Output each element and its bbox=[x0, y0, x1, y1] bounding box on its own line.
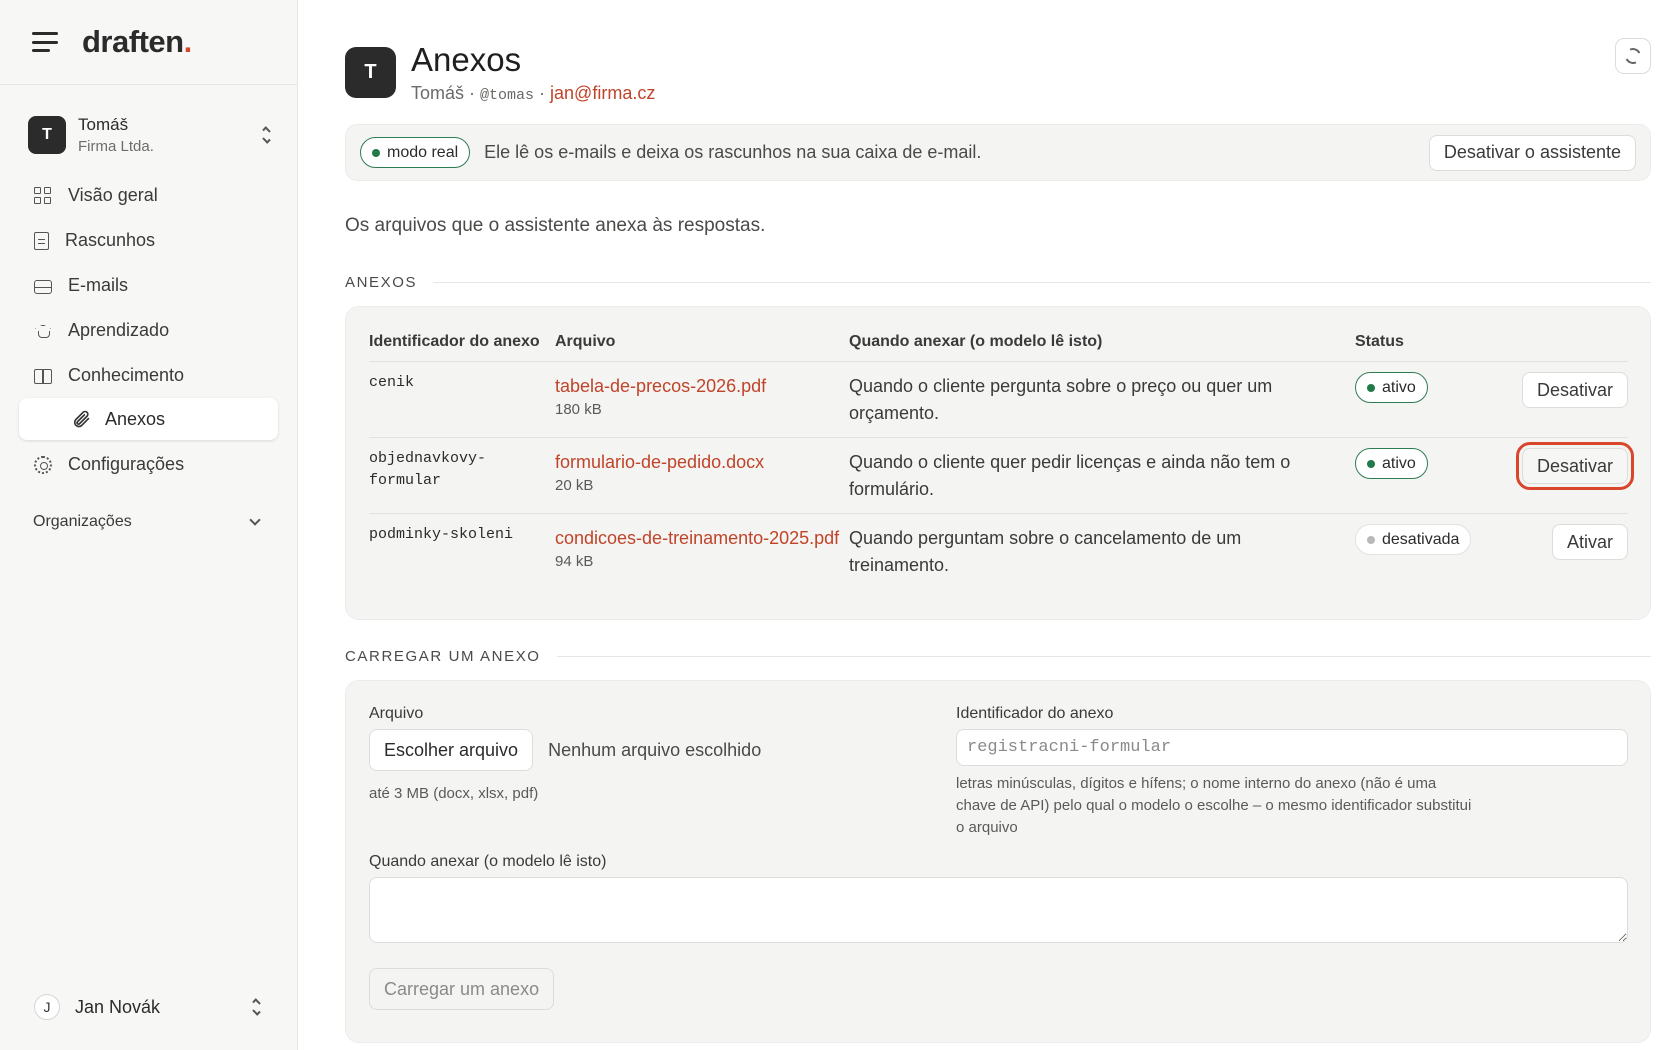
when-text: Quando perguntam sobre o cancelamento de um treinamento. bbox=[849, 528, 1242, 575]
logo[interactable]: draften. bbox=[82, 24, 192, 59]
column-header bbox=[1491, 333, 1628, 362]
attachments-section-label bbox=[345, 274, 1651, 291]
organizations-label: Organizações bbox=[33, 513, 132, 530]
nav-item-settings[interactable] bbox=[0, 442, 297, 487]
upload-section-label bbox=[345, 648, 1651, 665]
separator: · bbox=[464, 83, 481, 103]
nav-item-label: Aprendizado bbox=[68, 320, 170, 340]
user-switcher[interactable] bbox=[34, 994, 264, 1020]
status-dot-icon bbox=[1367, 460, 1375, 468]
user-avatar: J bbox=[34, 994, 60, 1020]
column-header: Arquivo bbox=[555, 333, 849, 362]
when-text: Quando o cliente quer pedir licenças e ainda não tem o formulário. bbox=[849, 438, 1355, 514]
file-help-text: até 3 MB (docx, xlsx, pdf) bbox=[369, 785, 539, 802]
status-dot-icon bbox=[1367, 536, 1375, 544]
header-avatar: T bbox=[345, 47, 396, 98]
nav-item-label: Rascunhos bbox=[65, 230, 156, 250]
action-cell bbox=[1491, 438, 1628, 514]
attachments-table bbox=[369, 333, 1628, 589]
file-link[interactable]: formulario-de-pedido.docx bbox=[555, 452, 765, 472]
organizations-toggle[interactable] bbox=[33, 513, 259, 531]
file-link[interactable]: tabela-de-precos-2026.pdf bbox=[555, 376, 767, 396]
header-email-link[interactable]: jan@firma.cz bbox=[550, 83, 656, 103]
nav-item-overview[interactable] bbox=[0, 173, 297, 218]
status-label: ativo bbox=[1382, 454, 1416, 472]
action-cell bbox=[1491, 362, 1628, 438]
table-row bbox=[369, 438, 1628, 514]
activate-button[interactable]: Ativar bbox=[1552, 524, 1628, 560]
document-icon bbox=[34, 232, 49, 250]
file-cell bbox=[555, 362, 849, 438]
attachments-card bbox=[345, 306, 1651, 620]
separator: · bbox=[534, 83, 551, 103]
file-label: Arquivo bbox=[369, 705, 424, 722]
banner-text: Ele lê os e-mails e deixa os rascunhos na sua caixa de e-mail. bbox=[484, 142, 982, 162]
attachment-id-input[interactable] bbox=[956, 729, 1628, 766]
section-title: CARREGAR UM ANEXO bbox=[345, 648, 541, 665]
choose-file-button[interactable]: Escolher arquivo bbox=[369, 729, 533, 771]
upload-card bbox=[345, 680, 1651, 1043]
header-handle: @tomas bbox=[480, 87, 535, 104]
nav-item-knowledge[interactable] bbox=[0, 353, 297, 398]
file-size: 20 kB bbox=[555, 477, 594, 494]
status-cell bbox=[1355, 438, 1491, 514]
status-cell bbox=[1355, 514, 1491, 590]
nav-item-label: Visão geral bbox=[68, 185, 158, 205]
org-company: Firma Ltda. bbox=[78, 138, 154, 155]
table-header-row bbox=[369, 333, 1628, 362]
file-link[interactable]: condicoes-de-treinamento-2025.pdf bbox=[555, 528, 840, 548]
status-label: desativada bbox=[1382, 530, 1460, 548]
page-header bbox=[345, 40, 1651, 104]
nav-item-label: E-mails bbox=[68, 275, 129, 295]
status-badge bbox=[1355, 372, 1428, 403]
org-name: Tomáš bbox=[78, 115, 129, 134]
org-switcher[interactable] bbox=[28, 115, 274, 155]
table-row bbox=[369, 514, 1628, 590]
nav-item-learning[interactable] bbox=[0, 308, 297, 353]
chevron-up-down-icon bbox=[258, 125, 274, 145]
graduation-cap-icon bbox=[34, 322, 52, 340]
disable-assistant-button[interactable]: Desativar o assistente bbox=[1429, 135, 1636, 171]
nav-item-label: Configurações bbox=[68, 454, 185, 474]
action-cell bbox=[1491, 514, 1628, 590]
file-picker bbox=[369, 729, 916, 771]
status-label: ativo bbox=[1382, 378, 1416, 396]
paperclip-icon bbox=[71, 409, 91, 429]
dashboard-icon bbox=[34, 187, 52, 205]
gear-icon bbox=[34, 456, 52, 474]
attachment-id: objednavkovy-formular bbox=[369, 438, 555, 514]
mode-badge-label: modo real bbox=[387, 143, 459, 161]
sidebar bbox=[0, 0, 298, 1050]
nav-item-attachments[interactable] bbox=[19, 398, 278, 440]
page-title: Anexos bbox=[411, 41, 522, 78]
id-help-text: letras minúsculas, dígitos e hífens; o nome interno do anexo (não é uma chave de API) pelo qual o modelo o escolhe – o mesmo identificador substitui o arquivo bbox=[956, 775, 1472, 836]
column-header: Identificador do anexo bbox=[369, 333, 555, 362]
refresh-button[interactable] bbox=[1615, 38, 1651, 74]
inbox-icon bbox=[34, 280, 52, 294]
table-row bbox=[369, 362, 1628, 438]
menu-icon[interactable] bbox=[32, 32, 58, 52]
section-title: ANEXOS bbox=[345, 274, 418, 291]
attachment-id: podminky-skoleni bbox=[369, 526, 514, 543]
status-dot-icon bbox=[372, 149, 380, 157]
chevron-down-icon bbox=[249, 514, 260, 525]
mode-badge bbox=[360, 137, 470, 168]
nav-item-label: Anexos bbox=[105, 408, 166, 429]
when-textarea[interactable] bbox=[369, 877, 1628, 943]
file-size: 94 kB bbox=[555, 553, 594, 570]
refresh-icon bbox=[1623, 46, 1644, 67]
file-cell bbox=[555, 514, 849, 590]
no-file-text: Nenhum arquivo escolhido bbox=[548, 739, 762, 760]
id-label: Identificador do anexo bbox=[956, 705, 1114, 722]
nav-item-label: Conhecimento bbox=[68, 365, 185, 385]
when-label: Quando anexar (o modelo lê isto) bbox=[369, 853, 607, 870]
status-badge bbox=[1355, 524, 1471, 555]
when-text: Quando o cliente pergunta sobre o preço ou quer um orçamento. bbox=[849, 362, 1355, 438]
book-icon bbox=[34, 369, 52, 384]
nav-item-drafts[interactable] bbox=[0, 218, 297, 263]
main-nav bbox=[0, 173, 297, 487]
attachment-id: cenik bbox=[369, 362, 555, 438]
nav-item-emails[interactable] bbox=[0, 263, 297, 308]
column-header: Status bbox=[1355, 333, 1491, 362]
chevron-up-down-icon bbox=[248, 997, 264, 1017]
upload-button[interactable]: Carregar um anexo bbox=[369, 968, 554, 1010]
status-dot-icon bbox=[1367, 384, 1375, 392]
org-avatar: T bbox=[28, 116, 66, 154]
file-size: 180 kB bbox=[555, 401, 602, 418]
status-cell bbox=[1355, 362, 1491, 438]
file-cell bbox=[555, 438, 849, 514]
page-subtitle bbox=[411, 83, 655, 104]
brand-bar bbox=[0, 0, 297, 85]
main-content bbox=[298, 0, 1680, 1050]
column-header: Quando anexar (o modelo lê isto) bbox=[849, 333, 1355, 362]
intro-text: Os arquivos que o assistente anexa às respostas. bbox=[345, 215, 766, 236]
deactivate-button[interactable]: Desativar bbox=[1522, 372, 1628, 408]
header-name: Tomáš bbox=[411, 83, 465, 103]
status-badge bbox=[1355, 448, 1428, 479]
mode-banner bbox=[345, 124, 1651, 181]
deactivate-button-highlighted[interactable]: Desativar bbox=[1522, 448, 1628, 484]
user-name: Jan Novák bbox=[75, 996, 161, 1017]
